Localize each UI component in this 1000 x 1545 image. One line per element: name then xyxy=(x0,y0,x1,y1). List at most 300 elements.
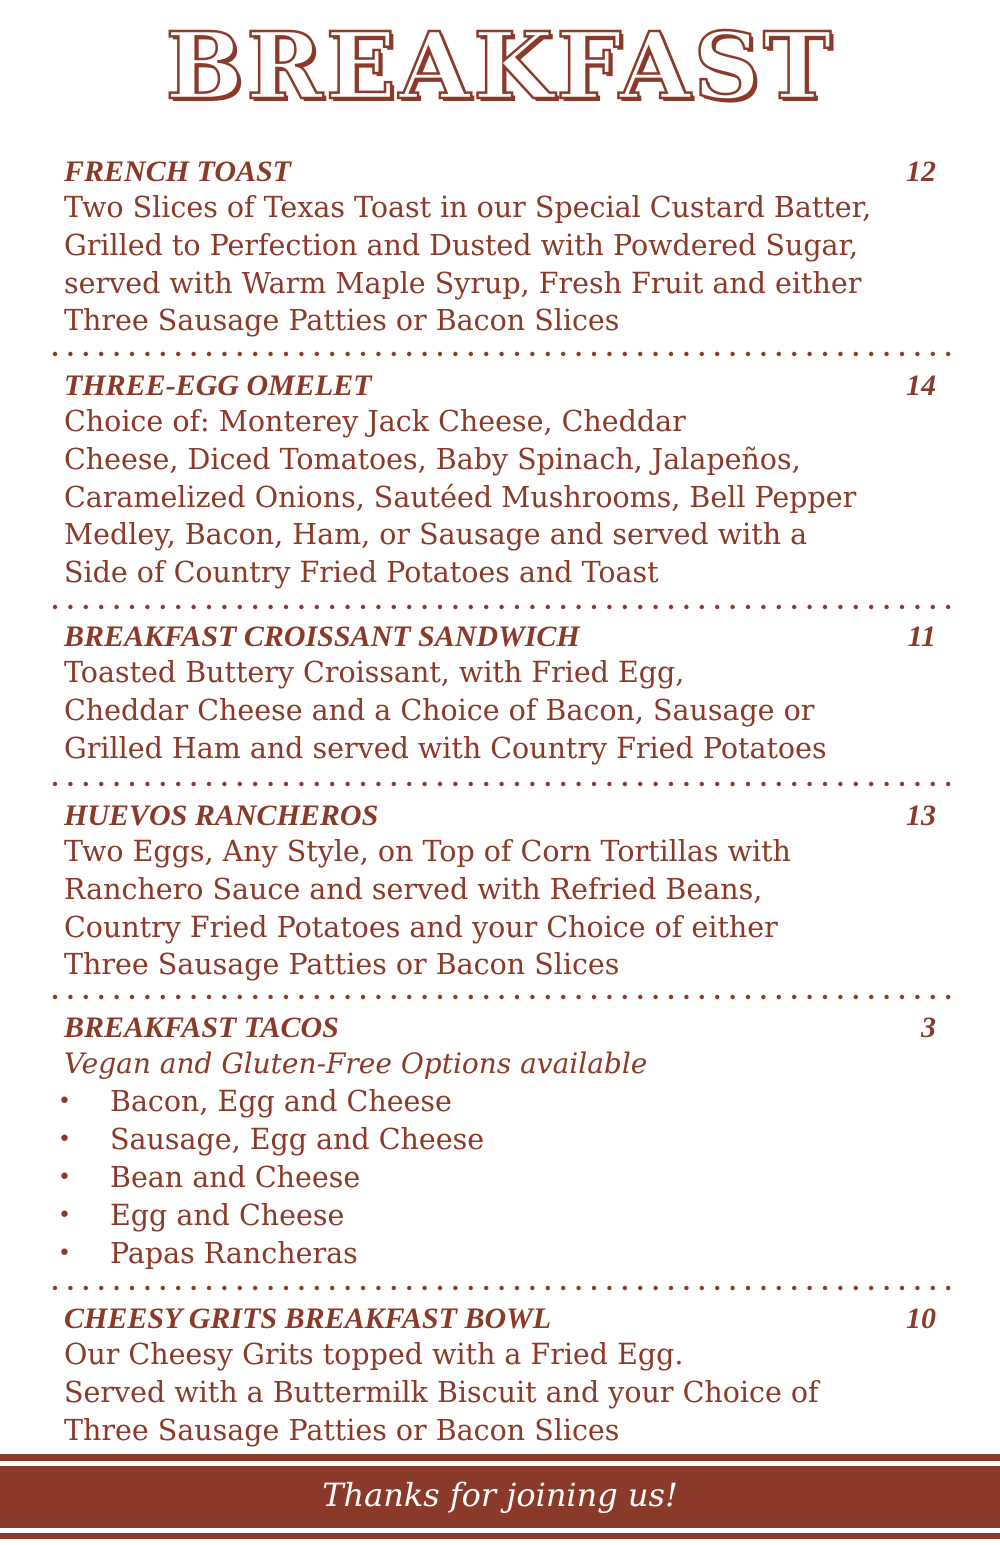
divider-dot xyxy=(268,605,272,609)
divider-dot xyxy=(469,782,473,786)
divider-dot xyxy=(623,995,627,999)
divider-dot xyxy=(438,995,442,999)
divider-dot xyxy=(530,995,534,999)
divider-dot xyxy=(777,605,781,609)
divider-dot xyxy=(730,1286,734,1290)
footer-rule-top xyxy=(0,1454,1000,1461)
divider-dot xyxy=(361,995,365,999)
divider-dot xyxy=(361,782,365,786)
divider-dot xyxy=(761,605,765,609)
divider-dot xyxy=(238,995,242,999)
divider-dot xyxy=(376,605,380,609)
divider-dot xyxy=(299,1286,303,1290)
divider-dot xyxy=(130,605,134,609)
divider-dot xyxy=(715,782,719,786)
divider-dot xyxy=(869,1286,873,1290)
divider-dot xyxy=(176,605,180,609)
divider-dot xyxy=(700,995,704,999)
list-item xyxy=(58,1235,936,1273)
divider-dot xyxy=(130,782,134,786)
divider-dot xyxy=(238,1286,242,1290)
divider-dot xyxy=(422,1286,426,1290)
divider-dot xyxy=(453,605,457,609)
divider-dot xyxy=(515,782,519,786)
divider-dot xyxy=(499,995,503,999)
divider-dot xyxy=(869,782,873,786)
dotted-divider xyxy=(52,1285,952,1291)
description-line: Side of Country Fried Potatoes and Toast xyxy=(64,556,659,590)
divider-dot xyxy=(84,1286,88,1290)
divider-dot xyxy=(638,605,642,609)
dietary-note: Vegan and Gluten-Free Options available xyxy=(64,1047,648,1080)
divider-dot xyxy=(576,782,580,786)
divider-dot xyxy=(530,605,534,609)
divider-dot xyxy=(900,995,904,999)
divider-dot xyxy=(792,1286,796,1290)
divider-dot xyxy=(53,995,57,999)
divider-dot xyxy=(931,352,935,356)
divider-dot xyxy=(592,995,596,999)
description-line: Grilled Ham and served with Country Fried Potatoes xyxy=(64,731,827,765)
divider-dot xyxy=(515,352,519,356)
divider-dot xyxy=(884,995,888,999)
divider-dot xyxy=(361,352,365,356)
divider-dot xyxy=(638,1286,642,1290)
item-name: HUEVOS RANCHEROS xyxy=(64,799,379,832)
option-label: Papas Rancheras xyxy=(110,1237,358,1270)
item-header xyxy=(64,155,936,189)
divider-dot xyxy=(499,352,503,356)
divider-dot xyxy=(407,352,411,356)
divider-dot xyxy=(99,352,103,356)
divider-dot xyxy=(900,782,904,786)
divider-dot xyxy=(84,995,88,999)
divider-dot xyxy=(284,782,288,786)
item-description xyxy=(64,1336,936,1449)
divider-dot xyxy=(838,605,842,609)
divider-dot xyxy=(453,782,457,786)
divider-dot xyxy=(207,995,211,999)
divider-dot xyxy=(145,782,149,786)
divider-dot xyxy=(299,605,303,609)
divider-dot xyxy=(161,605,165,609)
divider-dot xyxy=(469,605,473,609)
divider-dot xyxy=(68,782,72,786)
divider-dot xyxy=(807,605,811,609)
divider-dot xyxy=(823,782,827,786)
item-header xyxy=(64,799,936,833)
divider-dot xyxy=(623,352,627,356)
divider-dot xyxy=(915,605,919,609)
divider-dot xyxy=(823,352,827,356)
divider-dot xyxy=(700,1286,704,1290)
divider-dot xyxy=(253,995,257,999)
item-name: FRENCH TOAST xyxy=(64,155,292,188)
list-item xyxy=(58,1121,936,1159)
divider-dot xyxy=(161,782,165,786)
divider-dot xyxy=(253,782,257,786)
description-line: Our Cheesy Grits topped with a Fried Egg. xyxy=(64,1338,684,1371)
divider-dot xyxy=(422,352,426,356)
divider-dot xyxy=(53,1286,57,1290)
divider-dot xyxy=(114,995,118,999)
divider-dot xyxy=(669,605,673,609)
divider-dot xyxy=(561,995,565,999)
taco-options-list xyxy=(58,1083,936,1273)
divider-dot xyxy=(438,1286,442,1290)
divider-dot xyxy=(761,995,765,999)
divider-dot xyxy=(561,605,565,609)
description-line: Two Slices of Texas Toast in our Special Custard Batter, xyxy=(64,191,872,224)
divider-dot xyxy=(515,1286,519,1290)
divider-dot xyxy=(484,352,488,356)
divider-dot xyxy=(546,352,550,356)
divider-dot xyxy=(653,352,657,356)
item-price: 10 xyxy=(906,1302,936,1335)
divider-dot xyxy=(207,352,211,356)
list-item xyxy=(58,1197,936,1235)
menu-item-breakfast-croissant-sandwich xyxy=(64,620,936,767)
divider-dot xyxy=(730,605,734,609)
divider-dot xyxy=(715,995,719,999)
divider-dot xyxy=(238,605,242,609)
divider-dot xyxy=(222,782,226,786)
divider-dot xyxy=(284,1286,288,1290)
divider-dot xyxy=(638,995,642,999)
divider-dot xyxy=(515,605,519,609)
divider-dot xyxy=(869,605,873,609)
item-price: 3 xyxy=(921,1011,936,1044)
option-label: Egg and Cheese xyxy=(110,1199,345,1232)
divider-dot xyxy=(884,352,888,356)
divider-dot xyxy=(884,782,888,786)
option-label: Sausage, Egg and Cheese xyxy=(110,1123,485,1156)
divider-dot xyxy=(469,995,473,999)
divider-dot xyxy=(669,352,673,356)
divider-dot xyxy=(176,352,180,356)
list-item xyxy=(58,1159,936,1197)
divider-dot xyxy=(761,782,765,786)
description-line: Grilled to Perfection and Dusted with Powdered Sugar, xyxy=(64,228,859,262)
divider-dot xyxy=(114,782,118,786)
item-header xyxy=(64,369,936,403)
divider-dot xyxy=(161,995,165,999)
divider-dot xyxy=(68,995,72,999)
divider-dot xyxy=(823,605,827,609)
divider-dot xyxy=(684,605,688,609)
bullet-icon: • xyxy=(58,1127,71,1152)
divider-dot xyxy=(345,995,349,999)
divider-dot xyxy=(592,782,596,786)
item-description xyxy=(64,833,936,984)
divider-dot xyxy=(484,1286,488,1290)
divider-dot xyxy=(222,605,226,609)
divider-dot xyxy=(145,1286,149,1290)
divider-dot xyxy=(807,1286,811,1290)
divider-dot xyxy=(607,782,611,786)
divider-dot xyxy=(607,605,611,609)
divider-dot xyxy=(576,995,580,999)
item-description xyxy=(64,654,936,767)
divider-dot xyxy=(777,352,781,356)
item-name: BREAKFAST TACOS xyxy=(64,1011,339,1044)
divider-dot xyxy=(915,352,919,356)
divider-dot xyxy=(315,352,319,356)
divider-dot xyxy=(576,605,580,609)
divider-dot xyxy=(746,352,750,356)
dotted-divider xyxy=(52,351,952,357)
divider-dot xyxy=(330,605,334,609)
divider-dot xyxy=(330,1286,334,1290)
divider-dot xyxy=(607,352,611,356)
divider-dot xyxy=(684,1286,688,1290)
divider-dot xyxy=(453,352,457,356)
dotted-divider xyxy=(52,994,952,1000)
item-name: THREE-EGG OMELET xyxy=(64,369,372,402)
divider-dot xyxy=(284,605,288,609)
divider-dot xyxy=(607,1286,611,1290)
divider-dot xyxy=(114,352,118,356)
divider-dot xyxy=(730,995,734,999)
divider-dot xyxy=(499,782,503,786)
divider-dot xyxy=(176,995,180,999)
divider-dot xyxy=(792,995,796,999)
divider-dot xyxy=(361,605,365,609)
divider-dot xyxy=(576,1286,580,1290)
divider-dot xyxy=(869,995,873,999)
item-price: 12 xyxy=(906,155,936,188)
divider-dot xyxy=(99,782,103,786)
divider-dot xyxy=(176,782,180,786)
dotted-divider xyxy=(52,781,952,787)
divider-dot xyxy=(453,1286,457,1290)
divider-dot xyxy=(407,782,411,786)
divider-dot xyxy=(361,1286,365,1290)
divider-dot xyxy=(854,352,858,356)
bullet-icon: • xyxy=(58,1165,71,1190)
divider-dot xyxy=(854,605,858,609)
divider-dot xyxy=(638,782,642,786)
divider-dot xyxy=(299,995,303,999)
divider-dot xyxy=(484,782,488,786)
description-line: Cheddar Cheese and a Choice of Bacon, Sausage or xyxy=(64,693,815,727)
divider-dot xyxy=(422,782,426,786)
divider-dot xyxy=(345,782,349,786)
divider-dot xyxy=(145,352,149,356)
divider-dot xyxy=(530,352,534,356)
divider-dot xyxy=(931,782,935,786)
divider-dot xyxy=(684,352,688,356)
description-line: Two Eggs, Any Style, on Top of Corn Tortillas with xyxy=(64,835,791,868)
divider-dot xyxy=(761,1286,765,1290)
option-label: Bean and Cheese xyxy=(110,1161,361,1194)
divider-dot xyxy=(607,995,611,999)
option-label: Bacon, Egg and Cheese xyxy=(110,1085,452,1118)
divider-dot xyxy=(638,352,642,356)
divider-dot xyxy=(576,352,580,356)
divider-dot xyxy=(499,1286,503,1290)
divider-dot xyxy=(561,1286,565,1290)
divider-dot xyxy=(653,605,657,609)
divider-dot xyxy=(700,352,704,356)
item-description xyxy=(64,189,936,340)
menu-title: BREAKFAST xyxy=(165,12,835,120)
divider-dot xyxy=(792,605,796,609)
divider-dot xyxy=(515,995,519,999)
description-line: Medley, Bacon, Ham, or Sausage and served with a xyxy=(64,518,808,552)
divider-dot xyxy=(207,782,211,786)
bullet-icon: • xyxy=(58,1203,71,1228)
divider-dot xyxy=(453,995,457,999)
divider-dot xyxy=(838,995,842,999)
bullet-icon: • xyxy=(58,1241,71,1266)
menu-item-breakfast-tacos xyxy=(58,1011,936,1273)
divider-dot xyxy=(145,605,149,609)
divider-dot xyxy=(715,352,719,356)
divider-dot xyxy=(854,995,858,999)
menu-item-three-egg-omelet xyxy=(64,369,936,592)
divider-dot xyxy=(931,995,935,999)
divider-dot xyxy=(730,352,734,356)
divider-dot xyxy=(946,782,950,786)
divider-dot xyxy=(253,1286,257,1290)
divider-dot xyxy=(838,1286,842,1290)
divider-dot xyxy=(746,782,750,786)
divider-dot xyxy=(284,352,288,356)
divider-dot xyxy=(900,605,904,609)
divider-dot xyxy=(653,1286,657,1290)
divider-dot xyxy=(777,995,781,999)
divider-dot xyxy=(561,782,565,786)
description-line: Choice of: Monterey Jack Cheese, Cheddar xyxy=(64,405,686,438)
footer-rule-bottom xyxy=(0,1533,1000,1539)
description-line: Ranchero Sauce and served with Refried Beans, xyxy=(64,872,763,906)
item-name: CHEESY GRITS BREAKFAST BOWL xyxy=(64,1302,552,1335)
divider-dot xyxy=(253,352,257,356)
divider-dot xyxy=(915,1286,919,1290)
divider-dot xyxy=(238,782,242,786)
divider-dot xyxy=(407,995,411,999)
divider-dot xyxy=(392,995,396,999)
item-price: 14 xyxy=(906,369,936,402)
divider-dot xyxy=(345,352,349,356)
divider-dot xyxy=(884,605,888,609)
divider-dot xyxy=(161,352,165,356)
divider-dot xyxy=(84,605,88,609)
dotted-divider xyxy=(52,604,952,610)
divider-dot xyxy=(114,605,118,609)
divider-dot xyxy=(546,782,550,786)
divider-dot xyxy=(946,1286,950,1290)
divider-dot xyxy=(746,605,750,609)
divider-dot xyxy=(191,1286,195,1290)
divider-dot xyxy=(530,1286,534,1290)
divider-dot xyxy=(684,782,688,786)
divider-dot xyxy=(546,605,550,609)
divider-dot xyxy=(931,1286,935,1290)
divider-dot xyxy=(130,352,134,356)
divider-dot xyxy=(53,605,57,609)
divider-dot xyxy=(222,995,226,999)
divider-dot xyxy=(68,605,72,609)
divider-dot xyxy=(191,352,195,356)
item-price: 13 xyxy=(906,799,936,832)
divider-dot xyxy=(592,1286,596,1290)
divider-dot xyxy=(838,352,842,356)
divider-dot xyxy=(315,605,319,609)
divider-dot xyxy=(792,352,796,356)
divider-dot xyxy=(438,782,442,786)
item-header xyxy=(64,1011,936,1045)
divider-dot xyxy=(84,782,88,786)
divider-dot xyxy=(253,605,257,609)
divider-dot xyxy=(823,995,827,999)
divider-dot xyxy=(99,1286,103,1290)
item-description xyxy=(64,403,936,592)
divider-dot xyxy=(422,605,426,609)
divider-dot xyxy=(68,352,72,356)
divider-dot xyxy=(161,1286,165,1290)
divider-dot xyxy=(176,1286,180,1290)
divider-dot xyxy=(530,782,534,786)
divider-dot xyxy=(376,1286,380,1290)
divider-dot xyxy=(484,605,488,609)
description-line: Served with a Buttermilk Biscuit and your Choice of xyxy=(64,1375,819,1409)
divider-dot xyxy=(592,352,596,356)
divider-dot xyxy=(315,1286,319,1290)
divider-dot xyxy=(484,995,488,999)
bullet-icon: • xyxy=(58,1089,71,1114)
description-line: Three Sausage Patties or Bacon Slices xyxy=(64,304,620,338)
divider-dot xyxy=(946,352,950,356)
description-line: Cheese, Diced Tomatoes, Baby Spinach, Jalapeños, xyxy=(64,442,801,476)
divider-dot xyxy=(915,782,919,786)
divider-dot xyxy=(268,1286,272,1290)
divider-dot xyxy=(869,352,873,356)
divider-dot xyxy=(191,782,195,786)
divider-dot xyxy=(268,995,272,999)
divider-dot xyxy=(376,995,380,999)
description-line: Three Sausage Patties or Bacon Slices xyxy=(64,1413,620,1447)
divider-dot xyxy=(130,995,134,999)
divider-dot xyxy=(84,352,88,356)
divider-dot xyxy=(931,605,935,609)
divider-dot xyxy=(700,605,704,609)
divider-dot xyxy=(469,352,473,356)
divider-dot xyxy=(854,782,858,786)
divider-dot xyxy=(438,605,442,609)
divider-dot xyxy=(345,605,349,609)
divider-dot xyxy=(592,605,596,609)
divider-dot xyxy=(315,995,319,999)
divider-dot xyxy=(700,782,704,786)
divider-dot xyxy=(777,1286,781,1290)
divider-dot xyxy=(669,1286,673,1290)
divider-dot xyxy=(730,782,734,786)
description-line: Caramelized Onions, Sautéed Mushrooms, Bell Pepper xyxy=(64,480,857,514)
divider-dot xyxy=(53,352,57,356)
description-line: Toasted Buttery Croissant, with Fried Egg, xyxy=(64,656,685,689)
divider-dot xyxy=(114,1286,118,1290)
description-line: Country Fried Potatoes and your Choice of either xyxy=(64,910,778,944)
menu-item-french-toast xyxy=(64,155,936,340)
divider-dot xyxy=(207,605,211,609)
item-header xyxy=(64,620,936,654)
description-line: served with Warm Maple Syrup, Fresh Fruit and either xyxy=(64,266,862,300)
divider-dot xyxy=(268,782,272,786)
divider-dot xyxy=(946,995,950,999)
divider-dot xyxy=(376,782,380,786)
